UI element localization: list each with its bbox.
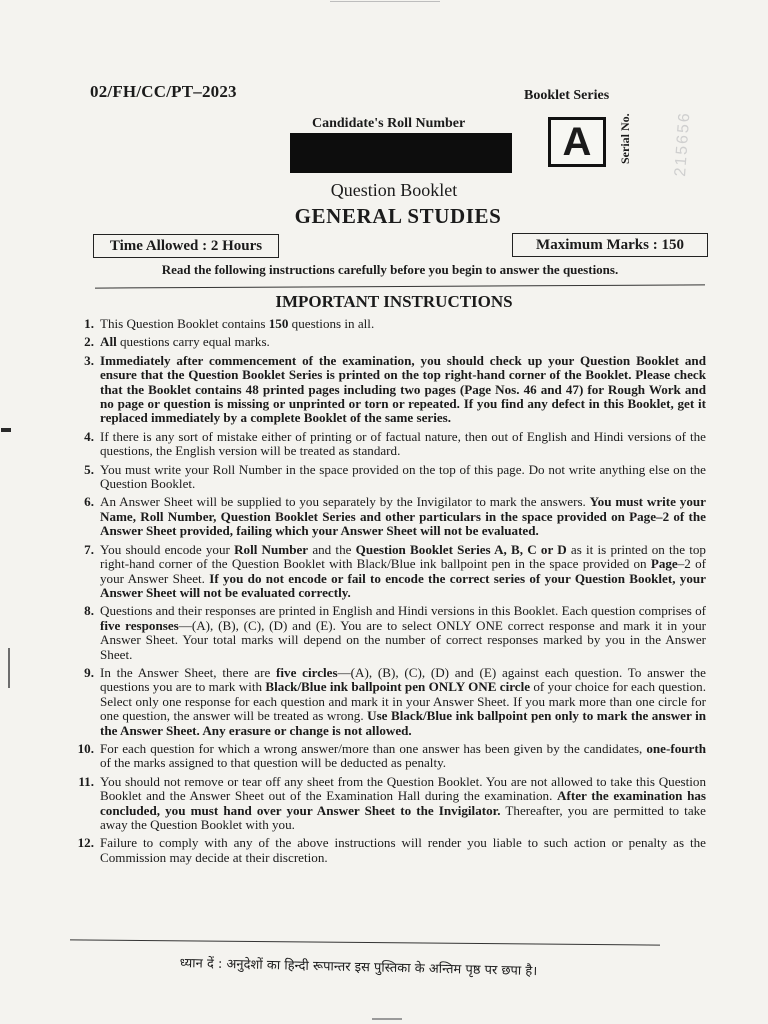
instruction-number: 10. bbox=[77, 740, 94, 756]
instruction-text-part: Thereafter, you are permitted to take away the Question Booklet with you. bbox=[100, 802, 706, 832]
instruction-text-part: If you do not encode or fail to encode the correct series of your Question Booklet, your Answer Sheet will not be evaluated correctly. bbox=[100, 570, 706, 600]
instruction-text-part: All bbox=[100, 334, 117, 350]
instruction-text bbox=[100, 666, 706, 738]
instruction-item bbox=[70, 775, 706, 833]
instruction-item bbox=[70, 666, 706, 738]
instructions-heading-text: IMPORTANT INSTRUCTIONS bbox=[275, 292, 513, 311]
instruction-text-part: —(A), (B), (C), (D) and (E). You are to select ONLY ONE correct response and mark it in your Answer Sheet. Your total marks will depend on the number of correct responses marked by you in the Answer Sheet. bbox=[100, 617, 706, 662]
instruction-item bbox=[70, 354, 706, 426]
instruction-number: 11. bbox=[78, 773, 94, 789]
booklet-series-box: A bbox=[548, 117, 606, 167]
instruction-text bbox=[100, 742, 706, 771]
instruction-text-part: –2 of your Answer Sheet. bbox=[100, 556, 706, 586]
instructions-heading bbox=[0, 292, 768, 312]
instruction-text-part: This Question Booklet contains bbox=[100, 316, 269, 331]
instruction-text-part: Immediately after commencement of the examination, you should check up your Question Booklet and ensure that the Question Booklet Series is printed on the top right-hand corner of the Booklet. Please check that the Booklet contains 48 printed pages including two pages (Page Nos. 46 and 47) for Rough Work and no page or question is missing or unprinted or torn or repeated. If you find any defect in this Booklet, get it replaced immediately by a complete Booklet of the same series. bbox=[100, 352, 706, 426]
instruction-text bbox=[100, 335, 706, 349]
instruction-item bbox=[70, 543, 706, 601]
instruction-text-part: Question Booklet Series A, B, C or D bbox=[355, 541, 567, 557]
instruction-text bbox=[100, 354, 706, 426]
instruction-text-part: questions carry equal marks. bbox=[116, 334, 270, 350]
instruction-text-part: Roll Number bbox=[234, 541, 309, 557]
instruction-text-part: Use Black/Blue ink ballpoint pen only to mark the answer in the Answer Sheet. Any erasure or change is not allowed. bbox=[100, 708, 706, 738]
instruction-text-part: questions in all. bbox=[288, 316, 375, 331]
serial-number-label: Serial No. bbox=[618, 113, 632, 164]
hindi-note: ध्यान दें : अनुदेशों का हिन्दी रूपान्तर इस पुस्तिका के अन्तिम पृष्ठ पर छपा है। bbox=[179, 955, 538, 980]
booklet-series-label: Booklet Series bbox=[524, 88, 610, 103]
instruction-number: 7. bbox=[84, 541, 94, 557]
scan-mark-bottom bbox=[372, 1018, 402, 1020]
instruction-item bbox=[70, 604, 706, 662]
booklet-title-text: Question Booklet bbox=[330, 180, 458, 200]
instruction-number: 1. bbox=[84, 316, 94, 331]
instruction-number: 3. bbox=[84, 352, 94, 368]
subject-title bbox=[0, 204, 768, 229]
instruction-text-part: and the bbox=[308, 541, 356, 557]
instruction-text-part: After the examination has concluded, you must hand over your Answer Sheet to the Invigilator. bbox=[100, 788, 706, 818]
instruction-item bbox=[70, 463, 706, 492]
instruction-item bbox=[70, 430, 706, 459]
instruction-text-part: five circles bbox=[276, 664, 338, 680]
instruction-text-part: Failure to comply with any of the above instructions will render you liable to such action or penalty as the Commission may decide at their discretion. bbox=[100, 835, 706, 865]
instruction-number: 6. bbox=[84, 494, 94, 510]
booklet-title bbox=[0, 180, 768, 201]
instruction-text bbox=[100, 495, 706, 538]
read-instructions-line: Read the following instructions carefully before you begin to answer the questions. bbox=[161, 262, 619, 277]
instruction-text-part: Black/Blue ink ballpoint pen ONLY ONE circle bbox=[265, 679, 531, 695]
instruction-number: 5. bbox=[84, 461, 94, 477]
instructions-list bbox=[70, 317, 706, 869]
instruction-text-part: You must write your Roll Number in the space provided on the top of this page. Do not write anything else on the Question Booklet. bbox=[100, 461, 706, 492]
instruction-item bbox=[70, 742, 706, 771]
instruction-text bbox=[100, 775, 706, 833]
instruction-text bbox=[100, 543, 706, 601]
exam-code: 02/FH/CC/PT–2023 bbox=[90, 82, 237, 101]
instruction-number: 4. bbox=[84, 428, 94, 444]
scan-line-left bbox=[8, 648, 10, 688]
instruction-text-part: 150 bbox=[268, 316, 289, 331]
instruction-text-part: For each question for which a wrong answer/more than one answer has been given by the candidates, bbox=[100, 740, 647, 756]
instruction-number: 9. bbox=[84, 664, 94, 680]
instruction-text-part: You must write your Name, Roll Number, Question Booklet Series and other particulars in the space provided on Page–2 of the Answer Sheet provided, failing which your Answer Sheet will not be evaluated. bbox=[100, 494, 706, 539]
instruction-text bbox=[100, 836, 706, 865]
instruction-text-part: You should not remove or tear off any sheet from the Question Booklet. You are not allowed to take this Question Booklet and the Answer Sheet out of the Examination Hall during the examination. bbox=[100, 773, 706, 804]
instruction-text bbox=[100, 604, 706, 662]
roll-number-label: Candidate's Roll Number bbox=[312, 116, 466, 131]
divider-bottom bbox=[70, 939, 660, 945]
instruction-text bbox=[100, 317, 706, 331]
subject-title-text: GENERAL STUDIES bbox=[294, 204, 502, 228]
instruction-text-part: If there is any sort of mistake either of printing or of factual nature, then out of English and Hindi versions of the questions, the English version will be treated as standard. bbox=[100, 428, 706, 459]
instruction-number: 8. bbox=[84, 603, 94, 619]
instruction-item bbox=[70, 335, 706, 349]
instruction-text-part: Questions and their responses are printed in English and Hindi versions in this Booklet. Each question comprises of bbox=[100, 603, 706, 619]
instruction-item bbox=[70, 317, 706, 331]
serial-number-value: 215656 bbox=[672, 110, 694, 178]
instruction-text-part: —(A), (B), (C), (D) and (E) against each question. To answer the questions you are to mark with bbox=[100, 664, 706, 695]
instruction-text-part: five responses bbox=[100, 617, 179, 633]
instruction-text-part: In the Answer Sheet, there are bbox=[100, 664, 277, 680]
instruction-text bbox=[100, 463, 706, 492]
instruction-text-part: You should encode your bbox=[100, 541, 235, 557]
time-allowed-box: Time Allowed : 2 Hours bbox=[93, 234, 279, 258]
scan-mark-top bbox=[330, 1, 440, 2]
instruction-text-part: An Answer Sheet will be supplied to you separately by the Invigilator to mark the answers. bbox=[100, 494, 590, 510]
instruction-text bbox=[100, 430, 706, 459]
instruction-text-part: as it is printed on the top right-hand corner of the Question Booklet with Black/Blue ink ballpoint pen in the space provided on bbox=[100, 541, 706, 572]
scan-mark-left bbox=[1, 428, 11, 432]
instruction-item bbox=[70, 836, 706, 865]
instruction-text-part: of your choice for each question. Select only one response for each question and mark it in your Answer Sheet. If you mark more than one circle for one question, the answer will be treated as wrong. bbox=[100, 679, 706, 724]
instruction-text-part: of the marks assigned to that question will be deducted as penalty. bbox=[100, 755, 447, 771]
instruction-number: 2. bbox=[84, 334, 94, 350]
instruction-number: 12. bbox=[77, 835, 94, 851]
divider-top bbox=[95, 284, 705, 288]
instruction-text-part: one-fourth bbox=[646, 740, 706, 756]
instruction-text-part: Page bbox=[650, 556, 678, 572]
roll-number-redacted-box bbox=[290, 133, 512, 173]
maximum-marks-box: Maximum Marks : 150 bbox=[512, 233, 708, 257]
instruction-item bbox=[70, 495, 706, 538]
